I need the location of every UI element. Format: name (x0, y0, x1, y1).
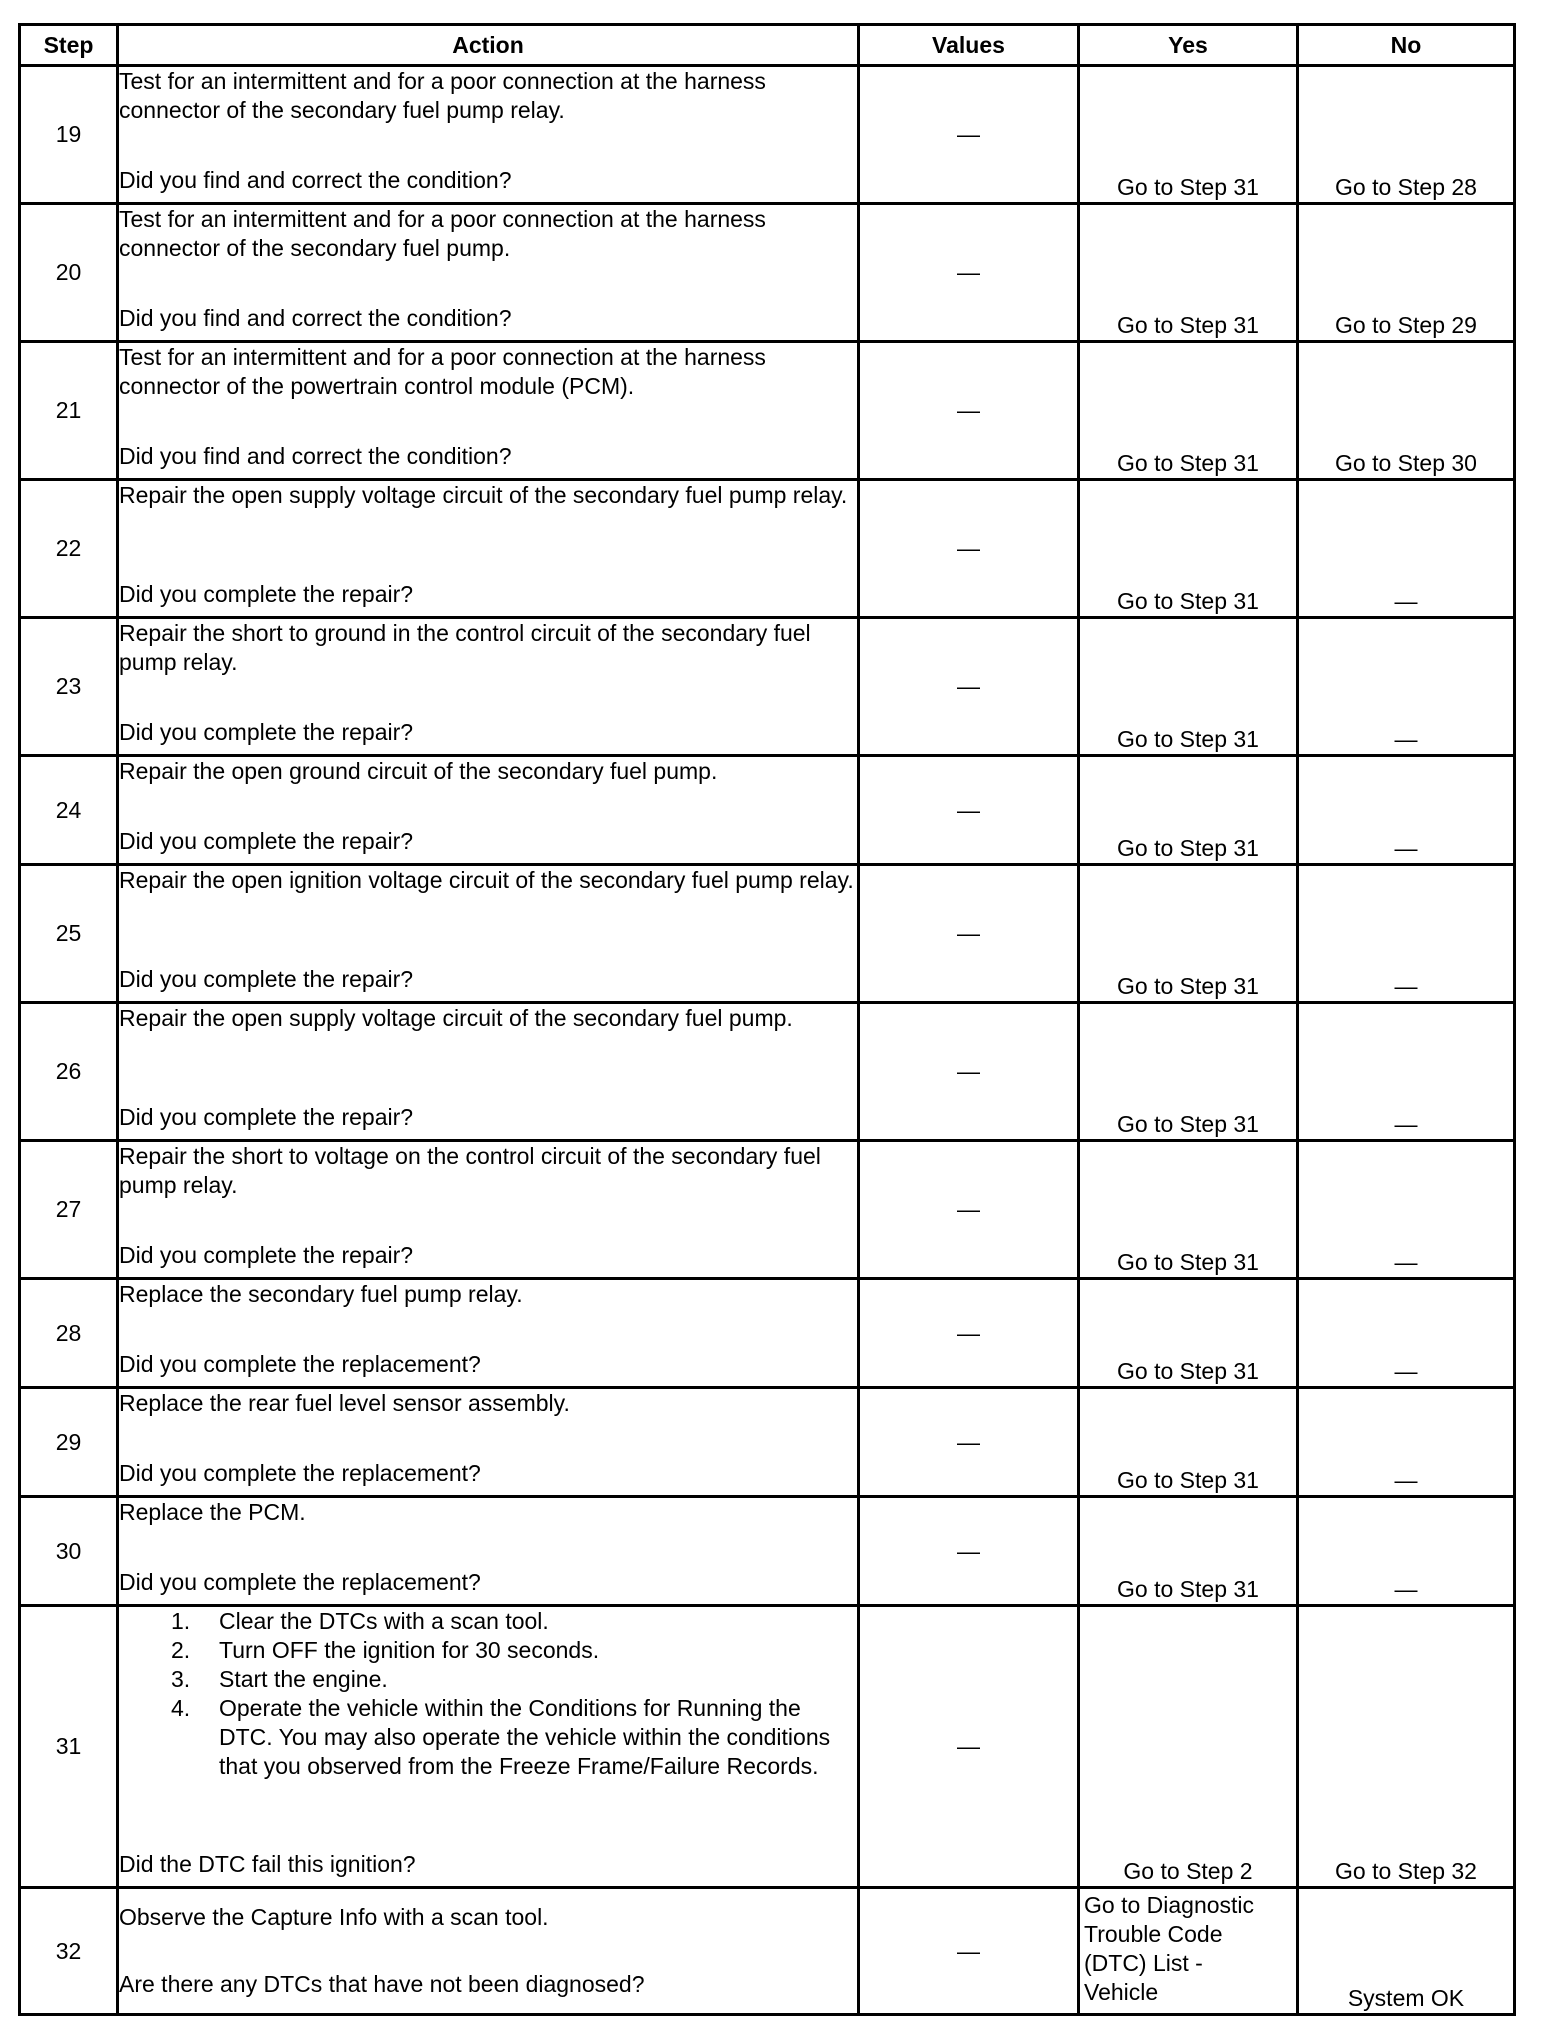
action-instruction: Repair the open supply voltage circuit of the secondary fuel pump relay. (119, 482, 848, 508)
action-instruction: Test for an intermittent and for a poor connection at the harness connector of the secondary fuel pump. (119, 206, 766, 261)
step-number: 20 (20, 204, 118, 342)
table-row (20, 1606, 1515, 1888)
action-question: Are there any DTCs that have not been diagnosed? (119, 1971, 645, 1997)
yes-cell: Go to Step 31 (1079, 480, 1298, 618)
action-cell (118, 1388, 859, 1497)
table-row (20, 1141, 1515, 1279)
action-instruction: Replace the PCM. (119, 1499, 306, 1525)
no-cell: Go to Step 29 (1298, 204, 1515, 342)
action-instruction: Test for an intermittent and for a poor connection at the harness connector of the powertrain control module (PCM). (119, 344, 766, 399)
action-cell (118, 480, 859, 618)
action-question: Did you complete the repair? (119, 1104, 414, 1130)
step-number: 30 (20, 1497, 118, 1606)
dtc-list-link: Go to Diagnostic Trouble Code (DTC) List - Vehicle (1084, 1892, 1255, 2005)
yes-cell: Go to Step 31 (1079, 1141, 1298, 1279)
values-cell: — (859, 1141, 1079, 1279)
no-cell: — (1298, 865, 1515, 1003)
action-instruction: Repair the open ground circuit of the secondary fuel pump. (119, 758, 718, 784)
diagnostic-table (18, 23, 1516, 2016)
values-cell: — (859, 1497, 1079, 1606)
action-question: Did you complete the replacement? (119, 1351, 481, 1377)
values-cell: — (859, 66, 1079, 204)
step-number: 31 (20, 1606, 118, 1888)
action-cell (118, 1606, 859, 1888)
header-no: No (1298, 25, 1515, 66)
action-cell (118, 1888, 859, 2015)
table-row (20, 204, 1515, 342)
table-row (20, 66, 1515, 204)
action-cell (118, 342, 859, 480)
no-cell: — (1298, 1497, 1515, 1606)
yes-cell: Go to Step 31 (1079, 1497, 1298, 1606)
action-question: Did the DTC fail this ignition? (119, 1851, 416, 1877)
no-cell: Go to Step 28 (1298, 66, 1515, 204)
action-instruction: Observe the Capture Info with a scan tool. (119, 1904, 549, 1930)
no-cell: — (1298, 1141, 1515, 1279)
table-row (20, 1497, 1515, 1606)
values-cell: — (859, 342, 1079, 480)
action-instruction: Repair the open supply voltage circuit of the secondary fuel pump. (119, 1005, 793, 1031)
no-cell: — (1298, 618, 1515, 756)
action-cell (118, 1003, 859, 1141)
step-number: 21 (20, 342, 118, 480)
values-cell: — (859, 480, 1079, 618)
header-step: Step (20, 25, 118, 66)
action-instruction: Replace the rear fuel level sensor assembly. (119, 1390, 570, 1416)
table-row (20, 480, 1515, 618)
table-row (20, 618, 1515, 756)
action-instruction: Replace the secondary fuel pump relay. (119, 1281, 523, 1307)
no-cell: — (1298, 1003, 1515, 1141)
yes-cell: Go to Step 31 (1079, 865, 1298, 1003)
action-question: Did you complete the repair? (119, 1242, 414, 1268)
values-cell: — (859, 1388, 1079, 1497)
list-item: 3. Start the engine. (171, 1666, 388, 1692)
values-cell: — (859, 618, 1079, 756)
table-row (20, 1388, 1515, 1497)
step-number: 22 (20, 480, 118, 618)
values-cell: — (859, 1606, 1079, 1888)
procedure-list (119, 1607, 857, 1781)
step-number: 23 (20, 618, 118, 756)
yes-cell (1079, 1888, 1298, 2015)
header-row (20, 25, 1515, 66)
step-number: 27 (20, 1141, 118, 1279)
values-cell: — (859, 865, 1079, 1003)
no-cell: Go to Step 30 (1298, 342, 1515, 480)
action-cell (118, 204, 859, 342)
step-number: 28 (20, 1279, 118, 1388)
step-number: 25 (20, 865, 118, 1003)
values-cell: — (859, 1888, 1079, 2015)
step-number: 26 (20, 1003, 118, 1141)
action-question: Did you find and correct the condition? (119, 443, 512, 469)
action-cell (118, 865, 859, 1003)
action-instruction: Repair the open ignition voltage circuit of the secondary fuel pump relay. (119, 867, 854, 893)
yes-cell: Go to Step 31 (1079, 756, 1298, 865)
list-item: 4. Operate the vehicle within the Conditions for Running the DTC. You may also operate the vehicle within the conditions that you observed from the Freeze Frame/Failure Records. (171, 1695, 831, 1779)
no-cell: — (1298, 1388, 1515, 1497)
table-row (20, 342, 1515, 480)
action-question: Did you find and correct the condition? (119, 305, 512, 331)
action-question: Did you complete the replacement? (119, 1460, 481, 1486)
header-values: Values (859, 25, 1079, 66)
yes-cell: Go to Step 2 (1079, 1606, 1298, 1888)
yes-cell: Go to Step 31 (1079, 1388, 1298, 1497)
action-instruction: Test for an intermittent and for a poor connection at the harness connector of the secondary fuel pump relay. (119, 68, 766, 123)
table-row (20, 865, 1515, 1003)
no-cell: — (1298, 480, 1515, 618)
no-cell: Go to Step 32 (1298, 1606, 1515, 1888)
step-number: 19 (20, 66, 118, 204)
action-question: Did you complete the repair? (119, 719, 414, 745)
values-cell: — (859, 756, 1079, 865)
action-question: Did you complete the repair? (119, 828, 414, 854)
no-cell: — (1298, 756, 1515, 865)
table-row (20, 1279, 1515, 1388)
values-cell: — (859, 1003, 1079, 1141)
step-number: 24 (20, 756, 118, 865)
values-cell: — (859, 204, 1079, 342)
yes-cell: Go to Step 31 (1079, 204, 1298, 342)
yes-cell: Go to Step 31 (1079, 66, 1298, 204)
header-action: Action (118, 25, 859, 66)
action-question: Did you complete the replacement? (119, 1569, 481, 1595)
action-cell (118, 1279, 859, 1388)
action-cell (118, 756, 859, 865)
yes-cell: Go to Step 31 (1079, 1279, 1298, 1388)
values-cell: — (859, 1279, 1079, 1388)
table-row (20, 1003, 1515, 1141)
list-item: 2. Turn OFF the ignition for 30 seconds. (171, 1637, 600, 1663)
action-cell (118, 1497, 859, 1606)
action-instruction: Repair the short to ground in the control circuit of the secondary fuel pump relay. (119, 620, 811, 675)
list-item: 1. Clear the DTCs with a scan tool. (171, 1608, 549, 1634)
yes-cell: Go to Step 31 (1079, 342, 1298, 480)
action-cell (118, 618, 859, 756)
yes-cell: Go to Step 31 (1079, 618, 1298, 756)
action-cell (118, 1141, 859, 1279)
table-row (20, 756, 1515, 865)
header-yes: Yes (1079, 25, 1298, 66)
step-number: 29 (20, 1388, 118, 1497)
action-question: Did you complete the repair? (119, 581, 414, 607)
no-cell: — (1298, 1279, 1515, 1388)
yes-cell: Go to Step 31 (1079, 1003, 1298, 1141)
no-cell: System OK (1298, 1888, 1515, 2015)
step-number: 32 (20, 1888, 118, 2015)
action-instruction: Repair the short to voltage on the control circuit of the secondary fuel pump relay. (119, 1143, 821, 1198)
action-cell (118, 66, 859, 204)
action-question: Did you complete the repair? (119, 966, 414, 992)
action-question: Did you find and correct the condition? (119, 167, 512, 193)
table-row (20, 1888, 1515, 2015)
